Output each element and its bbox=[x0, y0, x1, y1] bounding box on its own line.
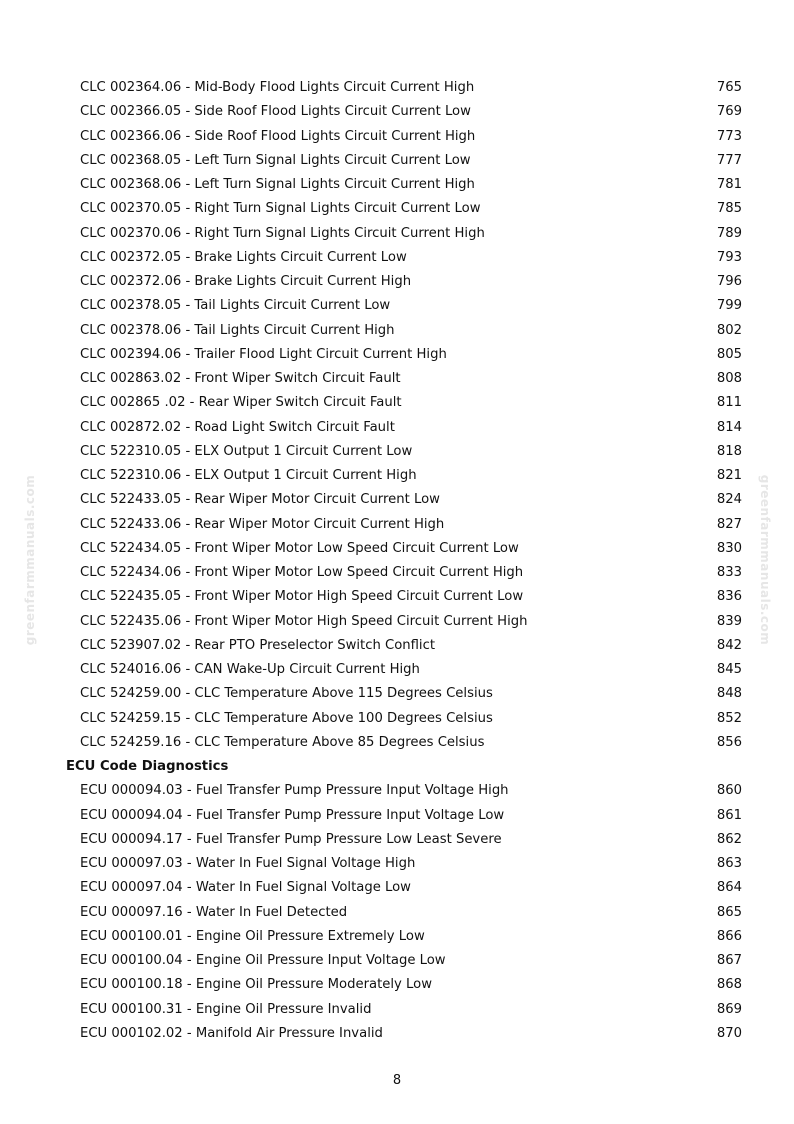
toc-entry-page: 799 bbox=[716, 298, 742, 314]
toc-entry-title: CLC 002370.05 - Right Turn Signal Lights Circuit Current Low bbox=[80, 201, 481, 217]
toc-entry[interactable] bbox=[66, 876, 746, 900]
toc-entry-page: 777 bbox=[716, 152, 742, 168]
toc-entry-page: 769 bbox=[716, 104, 742, 120]
toc-entry[interactable] bbox=[66, 901, 746, 925]
toc-entry-page: 862 bbox=[716, 831, 742, 847]
toc-entry-title: CLC 002370.06 - Right Turn Signal Lights Circuit Current High bbox=[80, 225, 485, 241]
toc-entry-title: CLC 002368.05 - Left Turn Signal Lights Circuit Current Low bbox=[80, 152, 471, 168]
toc-entry-title: CLC 522433.05 - Rear Wiper Motor Circuit Current Low bbox=[80, 492, 440, 508]
toc-entry-title: CLC 524259.16 - CLC Temperature Above 85 Degrees Celsius bbox=[80, 734, 485, 750]
toc-entry-title: CLC 524259.00 - CLC Temperature Above 115 Degrees Celsius bbox=[80, 686, 493, 702]
toc-entry[interactable] bbox=[66, 343, 746, 367]
toc-entry[interactable] bbox=[66, 634, 746, 658]
toc-entry[interactable] bbox=[66, 125, 746, 149]
toc-entry-title: CLC 522434.06 - Front Wiper Motor Low Speed Circuit Current High bbox=[80, 565, 524, 580]
toc-entry-page: 773 bbox=[716, 128, 742, 144]
toc-entry-title: ECU 000097.04 - Water In Fuel Signal Voltage Low bbox=[80, 880, 411, 896]
toc-entry[interactable] bbox=[66, 197, 746, 221]
toc-entry-page: 793 bbox=[716, 249, 742, 265]
toc-entry-title: CLC 002863.02 - Front Wiper Switch Circuit Fault bbox=[80, 371, 401, 386]
toc-entry-page: 865 bbox=[716, 904, 742, 920]
toc-entry[interactable] bbox=[66, 779, 746, 803]
toc-entry-page: 863 bbox=[716, 856, 742, 871]
toc-entry-page: 842 bbox=[716, 637, 742, 653]
toc-entry[interactable] bbox=[66, 173, 746, 197]
toc-entry-page: 845 bbox=[716, 662, 742, 677]
toc-entry-page: 818 bbox=[716, 443, 742, 459]
toc-entry-title: ECU 000102.02 - Manifold Air Pressure Invalid bbox=[80, 1025, 383, 1041]
toc-entry-page: 833 bbox=[716, 565, 742, 580]
toc-entry-title: CLC 522434.05 - Front Wiper Motor Low Speed Circuit Current Low bbox=[80, 540, 519, 556]
toc-entry-title: CLC 002366.05 - Side Roof Flood Lights Circuit Current Low bbox=[80, 104, 471, 120]
toc-entry-title: CLC 002368.06 - Left Turn Signal Lights Circuit Current High bbox=[80, 177, 475, 192]
toc-entry[interactable] bbox=[66, 319, 746, 343]
toc-entry-page: 868 bbox=[716, 977, 742, 993]
toc-entry-title: ECU 000094.03 - Fuel Transfer Pump Pressure Input Voltage High bbox=[80, 783, 509, 799]
toc-entry-title: CLC 002372.06 - Brake Lights Circuit Current High bbox=[80, 274, 412, 289]
toc-entry-page: 864 bbox=[716, 880, 742, 896]
toc-entry[interactable] bbox=[66, 828, 746, 852]
toc-entry-page: 824 bbox=[716, 492, 742, 508]
toc-entry-title: ECU 000100.04 - Engine Oil Pressure Input Voltage Low bbox=[80, 953, 446, 968]
toc-entry-page: 870 bbox=[716, 1025, 742, 1041]
toc-entry-title: ECU 000094.04 - Fuel Transfer Pump Pressure Input Voltage Low bbox=[80, 807, 505, 823]
toc-entry-page: 808 bbox=[716, 371, 742, 386]
toc-entry-page: 785 bbox=[716, 201, 742, 217]
toc-entry-page: 827 bbox=[716, 516, 742, 532]
toc-entry[interactable] bbox=[66, 100, 746, 124]
toc-entry-page: 867 bbox=[716, 953, 742, 968]
section-heading-ecu: ECU Code Diagnostics bbox=[66, 759, 229, 774]
toc-entry[interactable] bbox=[66, 925, 746, 949]
toc-entry[interactable] bbox=[66, 973, 746, 997]
toc-entry-title: ECU 000100.18 - Engine Oil Pressure Moderately Low bbox=[80, 977, 432, 993]
toc-entry[interactable] bbox=[66, 852, 746, 876]
ecu-entry-list bbox=[66, 779, 746, 1046]
toc-entry-page: 811 bbox=[716, 395, 742, 411]
toc-entry-page: 821 bbox=[716, 468, 742, 483]
toc-entry-title: CLC 522310.05 - ELX Output 1 Circuit Current Low bbox=[80, 443, 413, 459]
toc-entry-title: CLC 522435.05 - Front Wiper Motor High Speed Circuit Current Low bbox=[80, 589, 524, 605]
toc-entry-page: 836 bbox=[716, 589, 742, 605]
toc-entry-title: CLC 524259.15 - CLC Temperature Above 100 Degrees Celsius bbox=[80, 710, 493, 726]
toc-entry-title: CLC 002364.06 - Mid-Body Flood Lights Circuit Current High bbox=[80, 80, 475, 95]
toc-entry-page: 789 bbox=[716, 225, 742, 241]
toc-entry-page: 765 bbox=[716, 80, 742, 95]
toc-entry-page: 802 bbox=[716, 322, 742, 338]
toc-entry-title: CLC 524016.06 - CAN Wake-Up Circuit Current High bbox=[80, 662, 420, 677]
toc-entry[interactable] bbox=[66, 464, 746, 488]
toc-entry[interactable] bbox=[66, 440, 746, 464]
toc-entry[interactable] bbox=[66, 804, 746, 828]
toc-entry-title: ECU 000094.17 - Fuel Transfer Pump Pressure Low Least Severe bbox=[80, 831, 502, 847]
toc-entry[interactable] bbox=[66, 585, 746, 609]
toc-entry-page: 830 bbox=[716, 540, 742, 556]
table-of-contents bbox=[66, 76, 746, 1046]
toc-entry-title: ECU 000100.31 - Engine Oil Pressure Invalid bbox=[80, 1001, 372, 1017]
toc-entry[interactable] bbox=[66, 513, 746, 537]
toc-entry-page: 805 bbox=[716, 346, 742, 362]
toc-entry-page: 860 bbox=[716, 783, 742, 799]
toc-entry[interactable] bbox=[66, 367, 746, 391]
toc-entry[interactable] bbox=[66, 537, 746, 561]
toc-entry-page: 814 bbox=[716, 419, 742, 435]
toc-entry-title: CLC 002865 .02 - Rear Wiper Switch Circuit Fault bbox=[80, 395, 402, 411]
toc-entry-title: CLC 002372.05 - Brake Lights Circuit Current Low bbox=[80, 249, 407, 265]
toc-entry-title: CLC 002872.02 - Road Light Switch Circuit Fault bbox=[80, 419, 395, 435]
toc-entry-page: 869 bbox=[716, 1001, 742, 1017]
toc-entry[interactable] bbox=[66, 682, 746, 706]
toc-entry[interactable] bbox=[66, 222, 746, 246]
toc-entry[interactable] bbox=[66, 416, 746, 440]
toc-entry[interactable] bbox=[66, 658, 746, 682]
clc-entry-list bbox=[66, 76, 746, 755]
toc-entry[interactable] bbox=[66, 270, 746, 294]
toc-entry-title: CLC 522435.06 - Front Wiper Motor High Speed Circuit Current High bbox=[80, 613, 528, 629]
toc-entry-page: 839 bbox=[716, 613, 742, 629]
toc-entry[interactable] bbox=[66, 998, 746, 1022]
toc-entry-page: 852 bbox=[716, 710, 742, 726]
toc-entry[interactable] bbox=[66, 294, 746, 318]
toc-entry-page: 796 bbox=[716, 274, 742, 289]
toc-entry[interactable] bbox=[66, 149, 746, 173]
toc-entry-page: 848 bbox=[716, 686, 742, 702]
toc-entry-title: CLC 523907.02 - Rear PTO Preselector Switch Conflict bbox=[80, 637, 436, 653]
toc-entry-title: CLC 002394.06 - Trailer Flood Light Circuit Current High bbox=[80, 346, 447, 362]
toc-entry-page: 781 bbox=[716, 177, 742, 192]
toc-entry-page: 866 bbox=[716, 928, 742, 944]
toc-entry-title: CLC 002366.06 - Side Roof Flood Lights Circuit Current High bbox=[80, 128, 476, 144]
toc-entry-page: 861 bbox=[716, 807, 742, 823]
toc-entry[interactable] bbox=[66, 610, 746, 634]
watermark-left: greenfarmmanuals.com bbox=[23, 474, 37, 646]
toc-entry[interactable] bbox=[66, 246, 746, 270]
toc-entry-title: ECU 000100.01 - Engine Oil Pressure Extremely Low bbox=[80, 928, 425, 944]
toc-entry[interactable] bbox=[66, 76, 746, 100]
toc-entry-title: CLC 002378.05 - Tail Lights Circuit Current Low bbox=[80, 298, 391, 314]
toc-entry-title: ECU 000097.16 - Water In Fuel Detected bbox=[80, 904, 348, 920]
toc-entry[interactable] bbox=[66, 391, 746, 415]
page-number: 8 bbox=[392, 1073, 402, 1088]
watermark-right: greenfarmmanuals.com bbox=[758, 474, 772, 646]
toc-entry-title: CLC 522433.06 - Rear Wiper Motor Circuit Current High bbox=[80, 516, 445, 532]
toc-entry[interactable] bbox=[66, 561, 746, 585]
toc-entry-title: CLC 522310.06 - ELX Output 1 Circuit Current High bbox=[80, 468, 417, 483]
toc-entry[interactable] bbox=[66, 731, 746, 755]
toc-entry-title: ECU 000097.03 - Water In Fuel Signal Voltage High bbox=[80, 856, 416, 871]
toc-entry[interactable] bbox=[66, 949, 746, 973]
toc-entry-title: CLC 002378.06 - Tail Lights Circuit Current High bbox=[80, 322, 395, 338]
toc-entry[interactable] bbox=[66, 488, 746, 512]
toc-entry[interactable] bbox=[66, 707, 746, 731]
toc-entry[interactable] bbox=[66, 1022, 746, 1046]
toc-entry-page: 856 bbox=[716, 734, 742, 750]
